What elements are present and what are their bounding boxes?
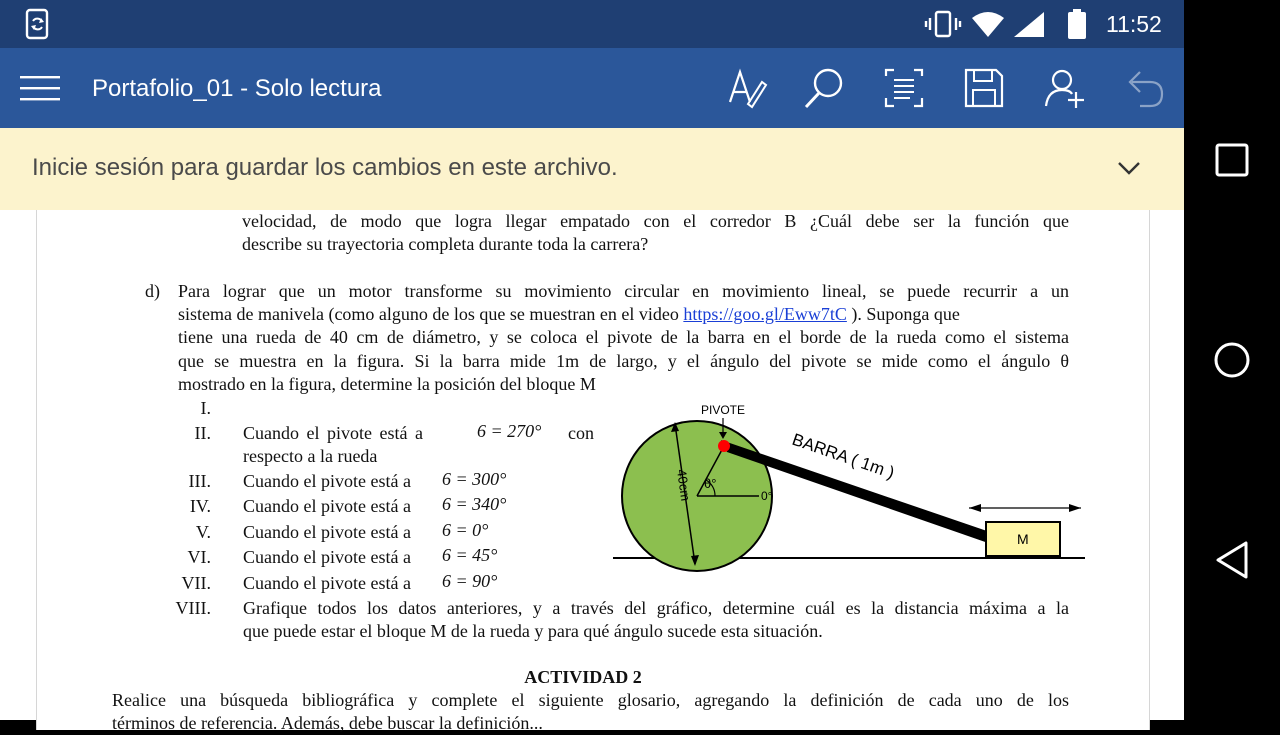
- hamburger-menu-button[interactable]: [20, 74, 62, 102]
- equation: 6 = 340°: [442, 494, 507, 514]
- list-text: Grafique todos los datos anteriores, y a través del gráfico, determine cuál es la distancia máxima a la: [243, 598, 1069, 618]
- arrowhead: [1069, 504, 1081, 512]
- list-text: Cuando el pivote está a: [243, 547, 411, 567]
- section-title: ACTIVIDAD 2: [524, 667, 642, 687]
- add-person-icon: [1044, 66, 1088, 110]
- equation: 6 = 270°: [477, 421, 542, 441]
- phone-sync-icon: [22, 8, 54, 40]
- paragraph-line: tiene una rueda de 40 cm de diámetro, y se coloca el pivote de la barra en el borde de la rueda como el sistema: [178, 327, 1069, 347]
- status-time: 11:52: [1106, 11, 1162, 37]
- paragraph-line: términos de referencia. Además, debe buscar la definición...: [112, 713, 543, 733]
- paragraph-line: velocidad, de modo que logra llegar empatado con el corredor B ¿Cuál debe ser la función que: [242, 211, 1069, 231]
- paragraph-line: Para lograr que un motor transforme su movimiento circular en movimiento lineal, se puede recurrir a un: [178, 281, 1069, 301]
- pivot-point: [718, 440, 730, 452]
- reading-view-button[interactable]: [882, 66, 926, 110]
- paragraph-line: que se muestra en la figura. Si la barra mide 1m de largo, y el ángulo del pivote se mide como el ángulo θ: [178, 351, 1069, 371]
- list-text: con: [568, 423, 594, 443]
- list-text: Cuando el pivote está a: [243, 423, 423, 443]
- pivote-label: PIVOTE: [701, 403, 746, 417]
- save-button[interactable]: [962, 66, 1006, 110]
- signal-icon: [1012, 10, 1046, 38]
- edit-text-icon: [726, 66, 770, 110]
- reading-view-icon: [882, 66, 926, 110]
- theta-label: θ°: [704, 476, 717, 491]
- equation: 6 = 45°: [442, 545, 498, 565]
- undo-button[interactable]: [1122, 66, 1166, 110]
- list-text: Cuando el pivote está a: [243, 573, 411, 593]
- vibrate-icon: [924, 10, 962, 38]
- paragraph-line: Realice una búsqueda bibliográfica y complete el siguiente glosario, agregando la definición de cada uno de los: [112, 690, 1069, 710]
- banner-text: Inicie sesión para guardar los cambios en este archivo.: [32, 154, 618, 181]
- paragraph-text: ). Suponga que: [851, 304, 960, 324]
- document-page: [36, 210, 1150, 733]
- paragraph-line: [178, 303, 1069, 326]
- list-text: Cuando el pivote está a: [243, 496, 411, 516]
- list-num: III.: [188, 471, 211, 491]
- search-icon: [803, 66, 847, 110]
- navigation-bar: [1184, 0, 1280, 720]
- equation: 6 = 300°: [442, 469, 507, 489]
- list-num: I.: [200, 398, 211, 418]
- equation: 6 = 0°: [442, 520, 489, 540]
- document-view[interactable]: [0, 210, 1184, 733]
- hamburger-icon: [20, 74, 62, 102]
- app-bar: [0, 48, 1184, 128]
- paragraph-line: mostrado en la figura, determine la posición del bloque M: [178, 374, 596, 394]
- diameter-label: 40cm: [674, 468, 694, 502]
- zero-label: 0°: [761, 489, 773, 503]
- search-button[interactable]: [803, 66, 847, 110]
- document-title: Portafolio_01 - Solo lectura: [92, 75, 382, 102]
- share-button[interactable]: [1044, 66, 1088, 110]
- list-text: Cuando el pivote está a: [243, 522, 411, 542]
- item-label-d: d): [145, 281, 160, 301]
- list-num: II.: [194, 423, 211, 443]
- barra-label: BARRA ( 1m ): [789, 429, 897, 483]
- home-button[interactable]: [1213, 341, 1251, 379]
- chevron-down-icon[interactable]: [1116, 158, 1142, 178]
- list-text: Cuando el pivote está a: [243, 471, 411, 491]
- video-link[interactable]: https://goo.gl/Eww7tC: [683, 304, 847, 324]
- sign-in-banner[interactable]: [0, 128, 1184, 210]
- back-button[interactable]: [1214, 540, 1250, 580]
- paragraph-line: describe su trayectoria completa durante toda la carrera?: [242, 234, 649, 254]
- crank-figure: [613, 398, 1093, 568]
- equation: 6 = 90°: [442, 571, 498, 591]
- list-num: VI.: [187, 547, 211, 567]
- list-num: VII.: [181, 573, 211, 593]
- list-text: que puede estar el bloque M de la rueda y para qué ángulo sucede esta situación.: [243, 621, 823, 641]
- status-bar: [0, 0, 1184, 48]
- battery-icon: [1066, 8, 1088, 40]
- list-num: IV.: [189, 496, 211, 516]
- recents-button[interactable]: [1215, 143, 1249, 177]
- save-icon: [962, 66, 1006, 110]
- list-text: respecto a la rueda: [243, 446, 378, 466]
- wifi-icon: [970, 10, 1006, 38]
- block-label: M: [1017, 531, 1029, 547]
- list-num: VIII.: [175, 598, 211, 618]
- list-num: V.: [195, 522, 211, 542]
- arrowhead: [969, 504, 981, 512]
- paragraph-text: sistema de manivela (como alguno de los que se muestran en el video: [178, 304, 679, 324]
- edit-button[interactable]: [726, 66, 770, 110]
- undo-icon: [1122, 66, 1166, 110]
